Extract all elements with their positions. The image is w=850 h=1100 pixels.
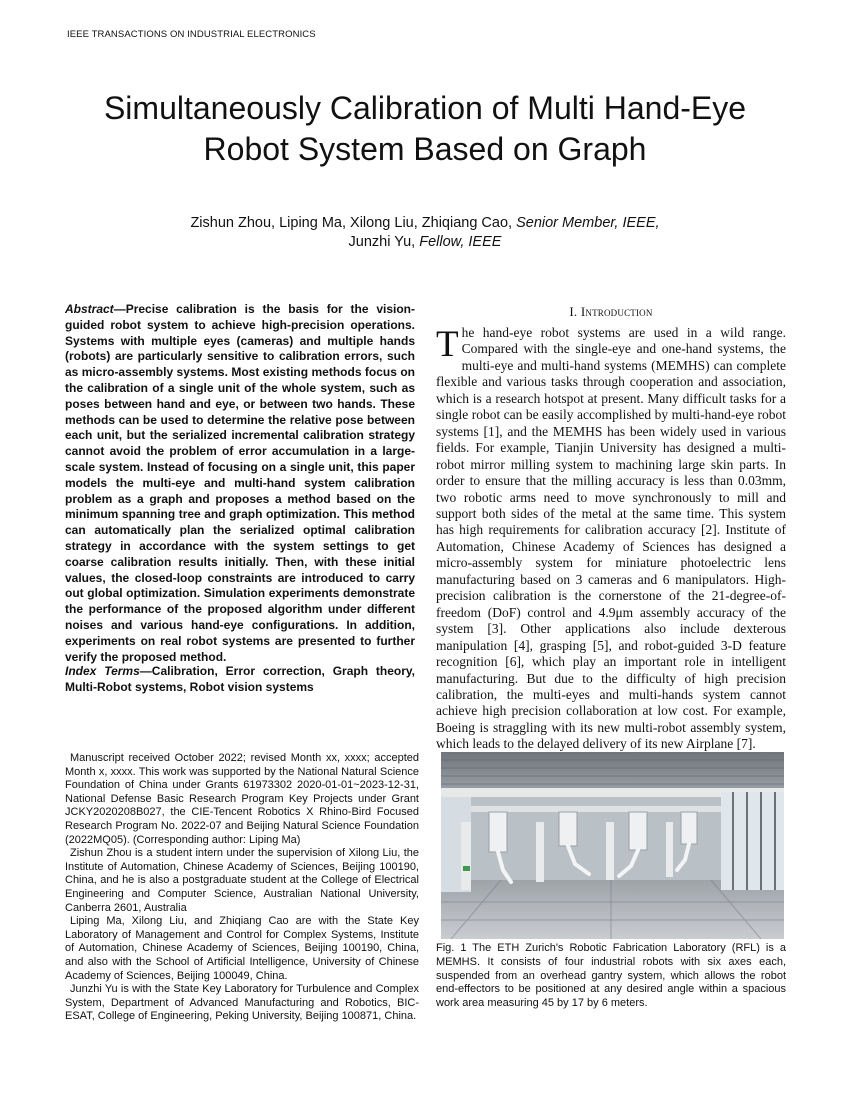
footnote-author-yu: Junzhi Yu is with the State Key Laboratory for Turbulence and Complex System, Department of Advanced Manufacturing and Robotics, BIC-ESAT, College of Engineering, Peking University, Beijing 100871, China.: [65, 983, 419, 1023]
index-terms-lead: Index Terms: [65, 664, 140, 678]
footnote-author-ma-liu-cao: Liping Ma, Xilong Liu, and Zhiqiang Cao are with the State Key Laboratory of Management and Control for Complex Systems, Institute of Automation, Chinese Academy of Sciences, Beijing 100190, China, and also with the School of Artificial Intelligence, University of Chinese Academy of Sciences, Beijing 100049, China.: [65, 915, 419, 982]
introduction-text: [436, 325, 786, 753]
section-number: I.: [569, 304, 581, 319]
author-names-line1: Zishun Zhou, Liping Ma, Xilong Liu, Zhiqiang Cao,: [190, 215, 517, 231]
index-terms: [65, 664, 415, 696]
author-names-line2: Junzhi Yu,: [348, 234, 420, 250]
section-title: Introduction: [580, 304, 653, 319]
author-role-line1: Senior Member, IEEE,: [516, 215, 660, 231]
introduction-body: he hand-eye robot systems are used in a wild range. Compared with the single-eye and one-hand systems, the multi-eye and multi-hand systems (MEMHS) can complete flexible and various tasks through cooperation and association, which is a research hotspot at present. Many difficult tasks for a single robot can be easily accomplished by multi-hand-eye robot systems [1], and the MEMHS has been widely used in various fields. For example, Tianjin University has designed a multi-robot mirror milling system to machining large skin parts. In order to ensure that the milling accuracy is less than 0.03mm, two robotic arms need to move synchronously to mill and support both sides of the metal at the same time. This system has high requirements for calibration accuracy [2]. Institute of Automation, Chinese Academy of Sciences has designed a micro-assembly system for miniature photoelectric lens manufacturing based on 3 cameras and 6 manipulators. High-precision calibration is the cornerstone of the 21-degree-of-freedom (DoF) control and 4.9μm assembly accuracy of the system [3]. Other applications also include dexterous manipulation [4], grasping [5], and robot-guided 3-D feature recognition [6], which play an important role in intelligent manufacturing. But due to the difficulty of high precision calibration, the multi-eyes and multi-hands system cannot achieve high precision collaboration at low cost. For example, Boeing is straggling with its new multi-robot assembly system, which leads to the delayed delivery of its new Airplane [7].: [436, 325, 786, 752]
footnote-author-zhou: Zishun Zhou is a student intern under the supervision of Xilong Liu, the Institute of Automation, Chinese Academy of Sciences, Beijing 100190, China, and he is also a postgraduate student at the College of Electrical Engineering and Computer Science, Australian National University, Canberra 2601, Australia: [65, 847, 419, 914]
paper-title: Simultaneously Calibration of Multi Hand-Eye Robot System Based on Graph: [103, 90, 747, 167]
section-heading: [436, 304, 786, 320]
figure-caption: Fig. 1 The ETH Zurich's Robotic Fabrication Laboratory (RFL) is a MEMHS. It consists of four industrial robots with six axes each, suspended from an overhead gantry system, which allows the robot end-effectors to be positioned at any desired angle within a spacious work area measuring 45 by 17 by 6 meters.: [436, 942, 786, 1010]
author-list: [120, 214, 730, 252]
dropcap: T: [436, 324, 459, 365]
index-terms-body: —Calibration, Error correction, Graph theory, Multi-Robot systems, Robot vision systems: [65, 664, 416, 694]
abstract-lead: Abstract: [65, 302, 114, 316]
abstract: [65, 302, 415, 665]
figure-robotic-lab-photo: [441, 752, 784, 939]
abstract-body: —Precise calibration is the basis for the vision-guided robot system to achieve high-precision operations. Systems with multiple eyes (cameras) and multiple hands (robots) are particularly sensitive to calibration errors, such as micro-assembly systems. Most existing methods focus on the calibration of a single unit of the whole system, such as poses between hand and eye, or between two hands. These methods can be used to determine the relative pose between each unit, but the serialized incremental calibration strategy cannot avoid the problem of error accumulation in a large-scale system. Instead of focusing on a single unit, this paper models the multi-eye and multi-hand system calibration problem as a graph and proposes a method based on the minimum spanning tree and graph optimization. This method can automatically plan the serialized optimal calibration strategy in accordance with the system settings to get coarse calibration results initially. Then, with these initial values, the closed-loop constraints are introduced to carry out global optimization. Simulation experiments demonstrate the performance of the proposed algorithm under different noises and various hand-eye configurations. In addition, experiments on real robot systems are presented to further verify the proposed method.: [65, 302, 415, 664]
footnote-manuscript: Manuscript received October 2022; revised Month xx, xxxx; accepted Month x, xxxx. This work was supported by the National Natural Science Foundation of China under Grants 61973302 2020-01-01~2023-12-31, National Defense Basic Research Program Key Projects under Grant JCKY2020208B027, the CIE-Tencent Robotics X Rhino-Bird Focused Research Program No. 2022-07 and Beijing Natural Science Foundation (2022MQ05). (Corresponding author: Liping Ma): [65, 752, 419, 846]
author-role-line2: Fellow, IEEE: [419, 234, 502, 250]
footnotes: [65, 752, 419, 1024]
journal-header: IEEE TRANSACTIONS ON INDUSTRIAL ELECTRONICS: [67, 29, 316, 40]
